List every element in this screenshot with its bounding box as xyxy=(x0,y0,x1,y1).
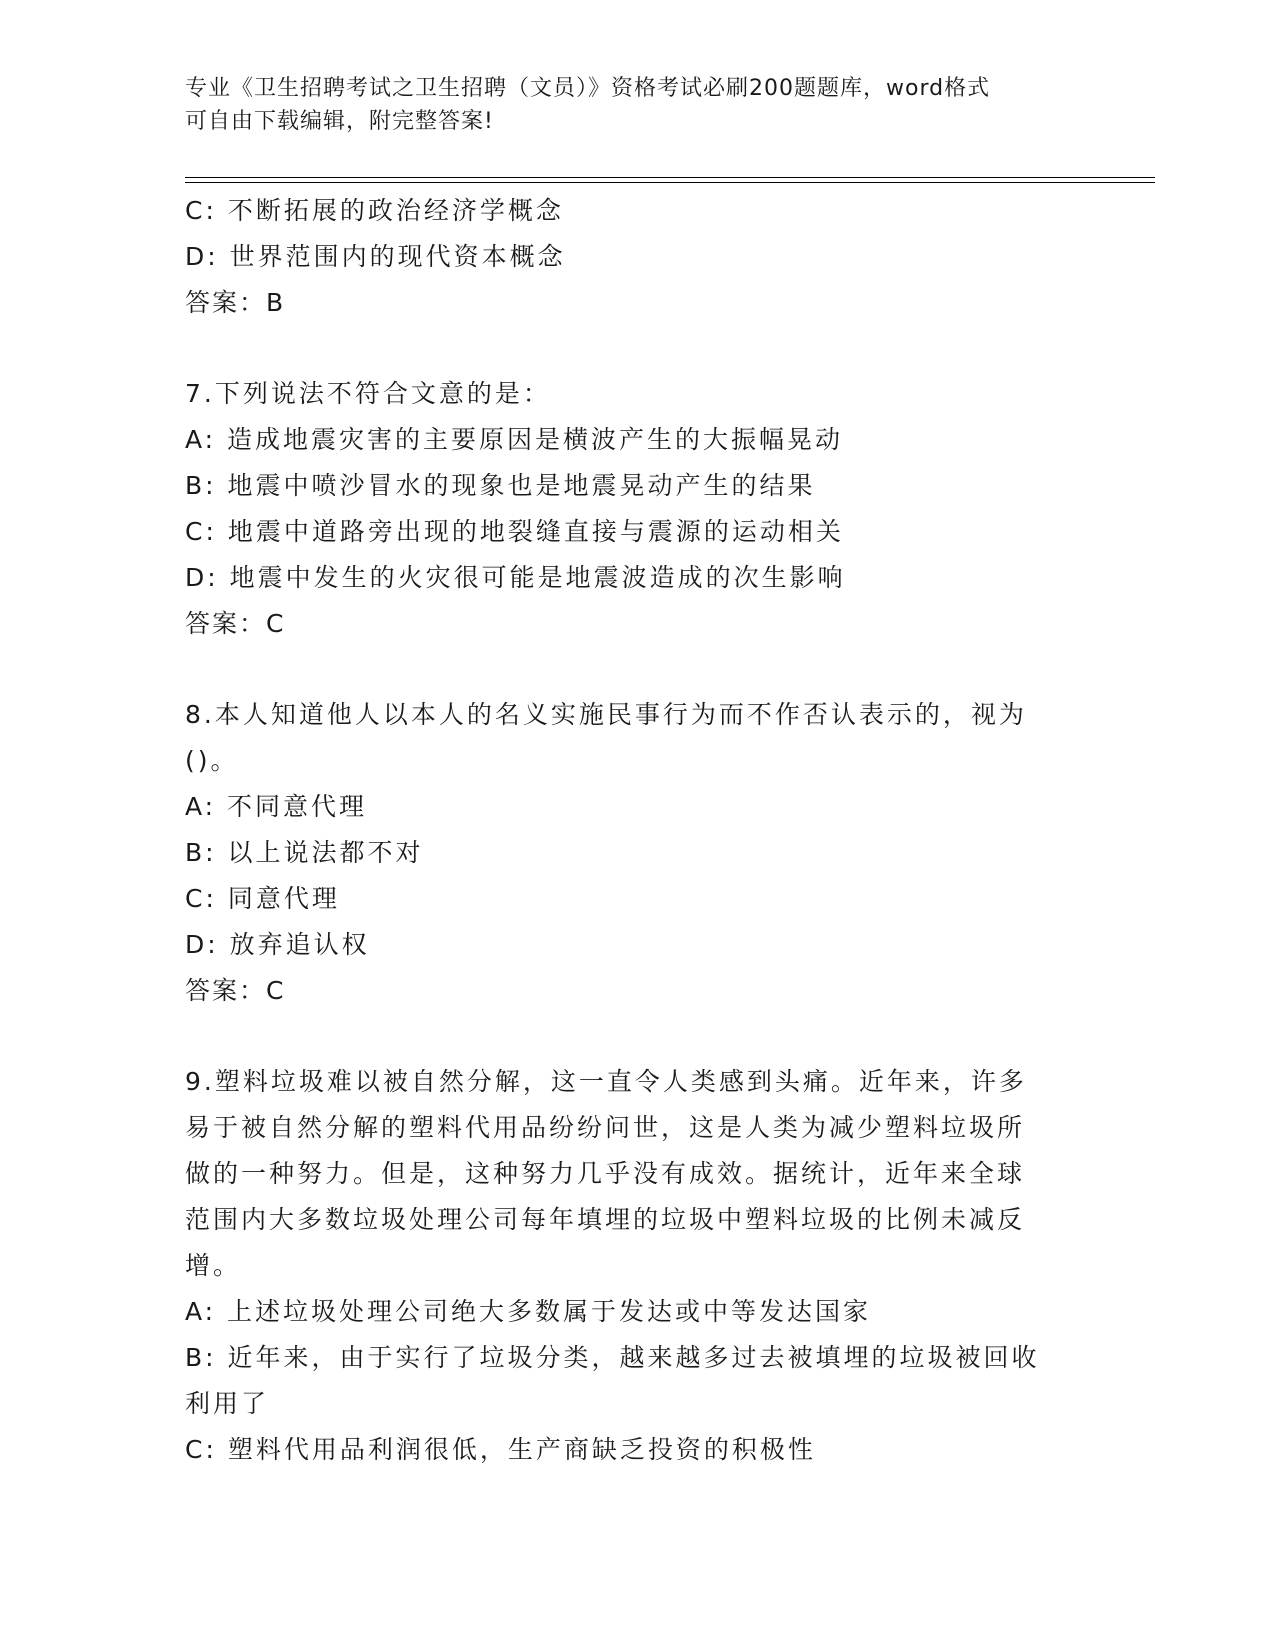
question-stem-line-2: 易于被自然分解的塑料代用品纷纷问世，这是人类为减少塑料垃圾所 xyxy=(185,1113,1026,1142)
question-stem-line-5: 增。 xyxy=(185,1251,242,1280)
header-line-1: 专业《卫生招聘考试之卫生招聘（文员）》资格考试必刷200题题库，word格式 xyxy=(185,76,991,101)
answer: 答案：C xyxy=(185,976,286,1005)
option-d: D: 放弃追认权 xyxy=(185,930,370,959)
option-a: A: 不同意代理 xyxy=(185,792,368,821)
option-d: D: 世界范围内的现代资本概念 xyxy=(185,242,566,271)
document-body xyxy=(185,188,1065,1473)
question-stem-line-1: 9.塑料垃圾难以被自然分解，这一直令人类感到头痛。近年来，许多 xyxy=(185,1067,1027,1096)
spacer xyxy=(185,326,1065,371)
question-stem: 7.下列说法不符合文意的是： xyxy=(185,379,551,408)
question-7 xyxy=(185,371,1065,647)
spacer xyxy=(185,647,1065,692)
header-line-2: 可自由下载编辑，附完整答案! xyxy=(185,109,494,134)
option-c: C: 塑料代用品利润很低，生产商缺乏投资的积极性 xyxy=(185,1435,816,1464)
question-stem-line-4: 范围内大多数垃圾处理公司每年填埋的垃圾中塑料垃圾的比例未减反 xyxy=(185,1205,1026,1234)
option-b: B: 以上说法都不对 xyxy=(185,838,424,867)
header-divider-top xyxy=(185,177,1155,178)
option-c: C: 不断拓展的政治经济学概念 xyxy=(185,196,564,225)
option-a: A: 造成地震灾害的主要原因是横波产生的大振幅晃动 xyxy=(185,425,844,454)
option-b: B: 地震中喷沙冒水的现象也是地震晃动产生的结果 xyxy=(185,471,816,500)
question-stem-line-3: 做的一种努力。但是，这种努力几乎没有成效。据统计，近年来全球 xyxy=(185,1159,1026,1188)
option-a: A: 上述垃圾处理公司绝大多数属于发达或中等发达国家 xyxy=(185,1297,872,1326)
spacer xyxy=(185,1014,1065,1059)
option-c: C: 同意代理 xyxy=(185,884,340,913)
answer: 答案：C xyxy=(185,609,286,638)
header-divider-bottom xyxy=(185,182,1155,183)
option-d: D: 地震中发生的火灾很可能是地震波造成的次生影响 xyxy=(185,563,846,592)
question-6-tail xyxy=(185,188,1065,326)
question-8 xyxy=(185,692,1065,1014)
question-stem-line-2: ()。 xyxy=(185,746,239,775)
question-9 xyxy=(185,1059,1065,1473)
answer: 答案：B xyxy=(185,288,286,317)
option-b-line-1: B: 近年来，由于实行了垃圾分类，越来越多过去被填埋的垃圾被回收 xyxy=(185,1343,1040,1372)
option-c: C: 地震中道路旁出现的地裂缝直接与震源的运动相关 xyxy=(185,517,844,546)
question-stem-line-1: 8.本人知道他人以本人的名义实施民事行为而不作否认表示的，视为 xyxy=(185,700,1027,729)
option-b-line-2: 利用了 xyxy=(185,1389,270,1418)
page-header xyxy=(185,72,1065,138)
